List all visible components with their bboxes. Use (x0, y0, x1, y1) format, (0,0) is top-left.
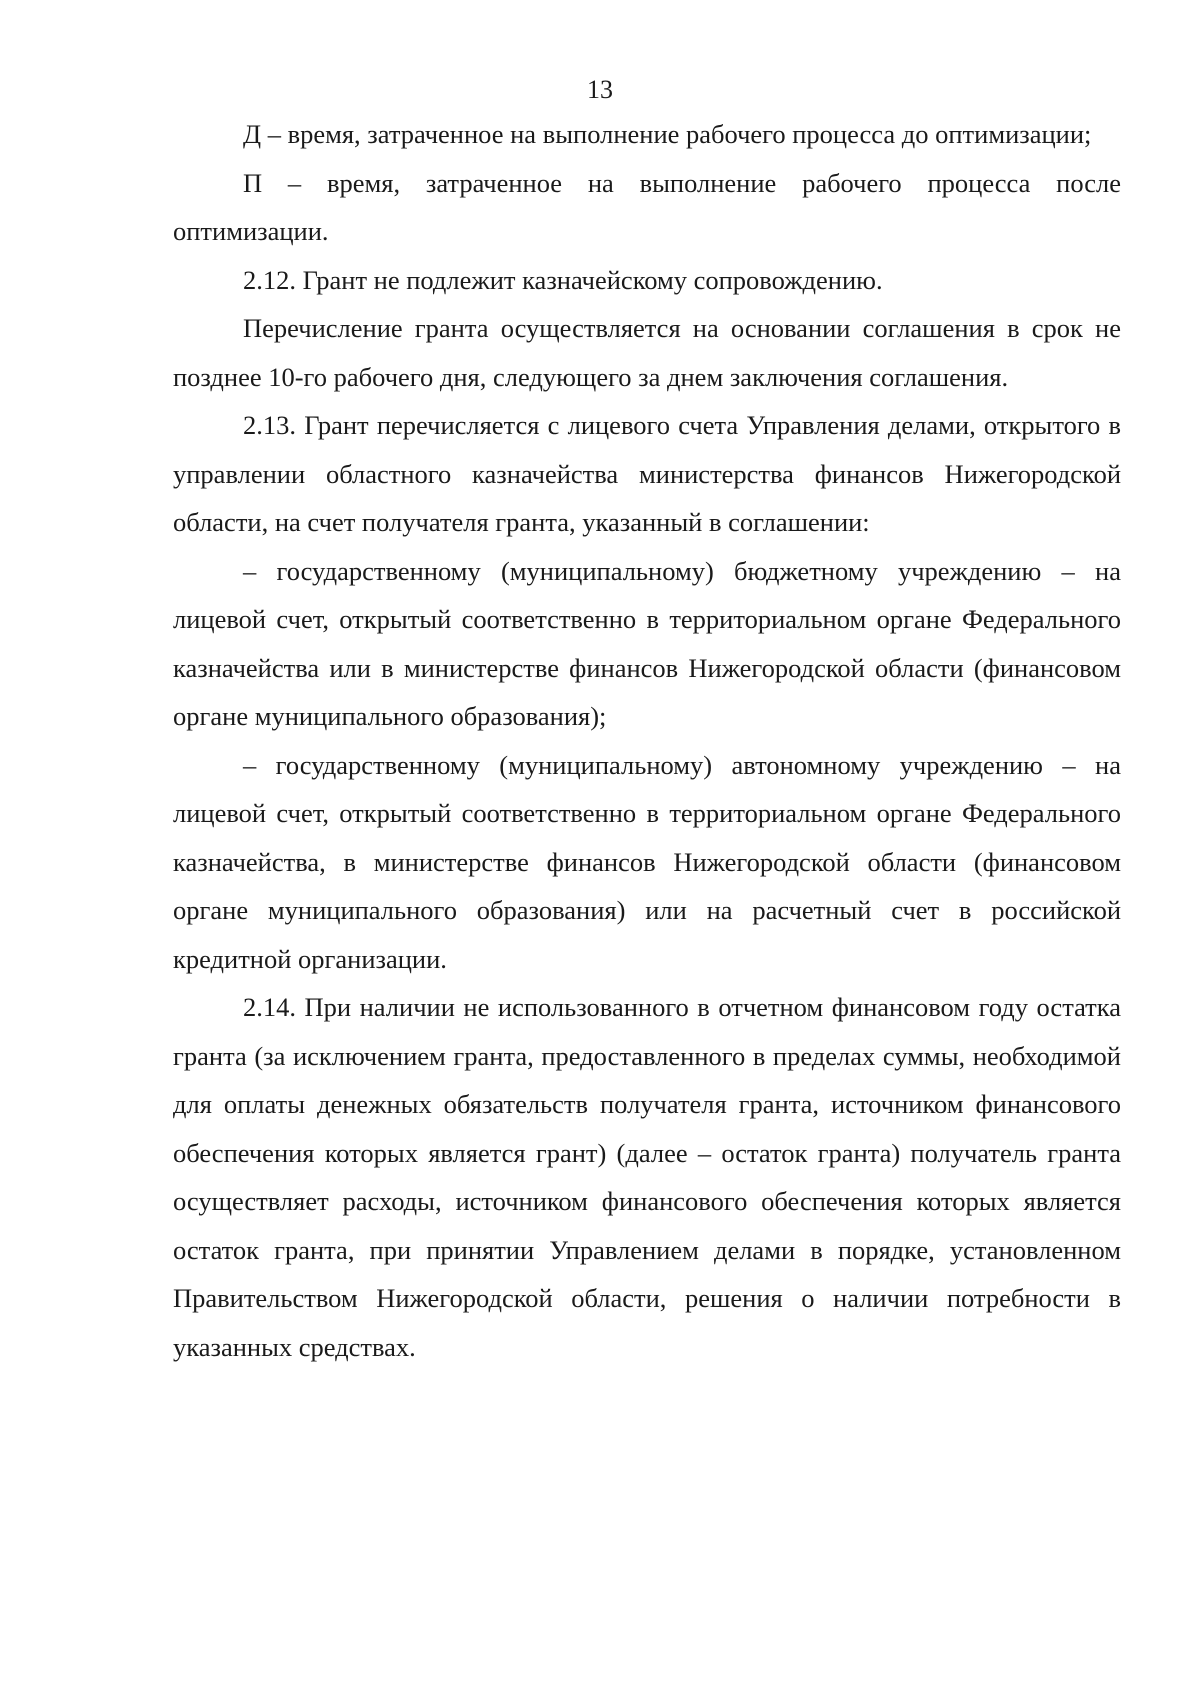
paragraph-definition-d: Д – время, затраченное на выполнение рабочего процесса до оптимизации; (243, 119, 1092, 149)
paragraph-2-13: 2.13. Грант перечисляется с лицевого счета Управления делами, открытого в управлении областного казначейства министерства финансов Нижегородской области, на счет получателя гранта, указанный в соглашении: (173, 410, 1121, 537)
page-number: 13 (587, 75, 613, 104)
paragraph-budget-institution: – государственному (муниципальному) бюджетному учреждению – на лицевой счет, открытый соответственно в территориальном органе Федерального казначейства или в министерстве финансов Нижегородской области (финансовом органе муниципального образования); (173, 555, 1121, 731)
document-body (173, 110, 1121, 1371)
paragraph-2-12: 2.12. Грант не подлежит казначейскому сопровождению. (243, 264, 883, 295)
paragraph-2-14: 2.14. При наличии не использованного в отчетном финансовом году остатка гранта (за исключением гранта, предоставленного в пределах суммы, необходимой для оплаты денежных обязательств получателя гранта, источником финансового обеспечения которых является грант) (далее – остаток гранта) получатель гранта осуществляет расходы, источником финансового обеспечения которых является остаток гранта, при принятии Управлением делами в порядке, установленном Правительством Нижегородской области, решения о наличии потребности в указанных средствах. (173, 992, 1121, 1362)
paragraph-definition-p: П – время, затраченное на выполнение рабочего процесса после оптимизации. (173, 167, 1121, 246)
paragraph-grant-transfer: Перечисление гранта осуществляется на основании соглашения в срок не позднее 10-го рабочего дня, следующего за днем заключения соглашения. (173, 313, 1121, 392)
paragraph-autonomous-institution: – государственному (муниципальному) автономному учреждению – на лицевой счет, открытый соответственно в территориальном органе Федерального казначейства, в министерстве финансов Нижегородской области (финансовом органе муниципального образования) или на расчетный счет в российской кредитной организации. (173, 749, 1121, 974)
